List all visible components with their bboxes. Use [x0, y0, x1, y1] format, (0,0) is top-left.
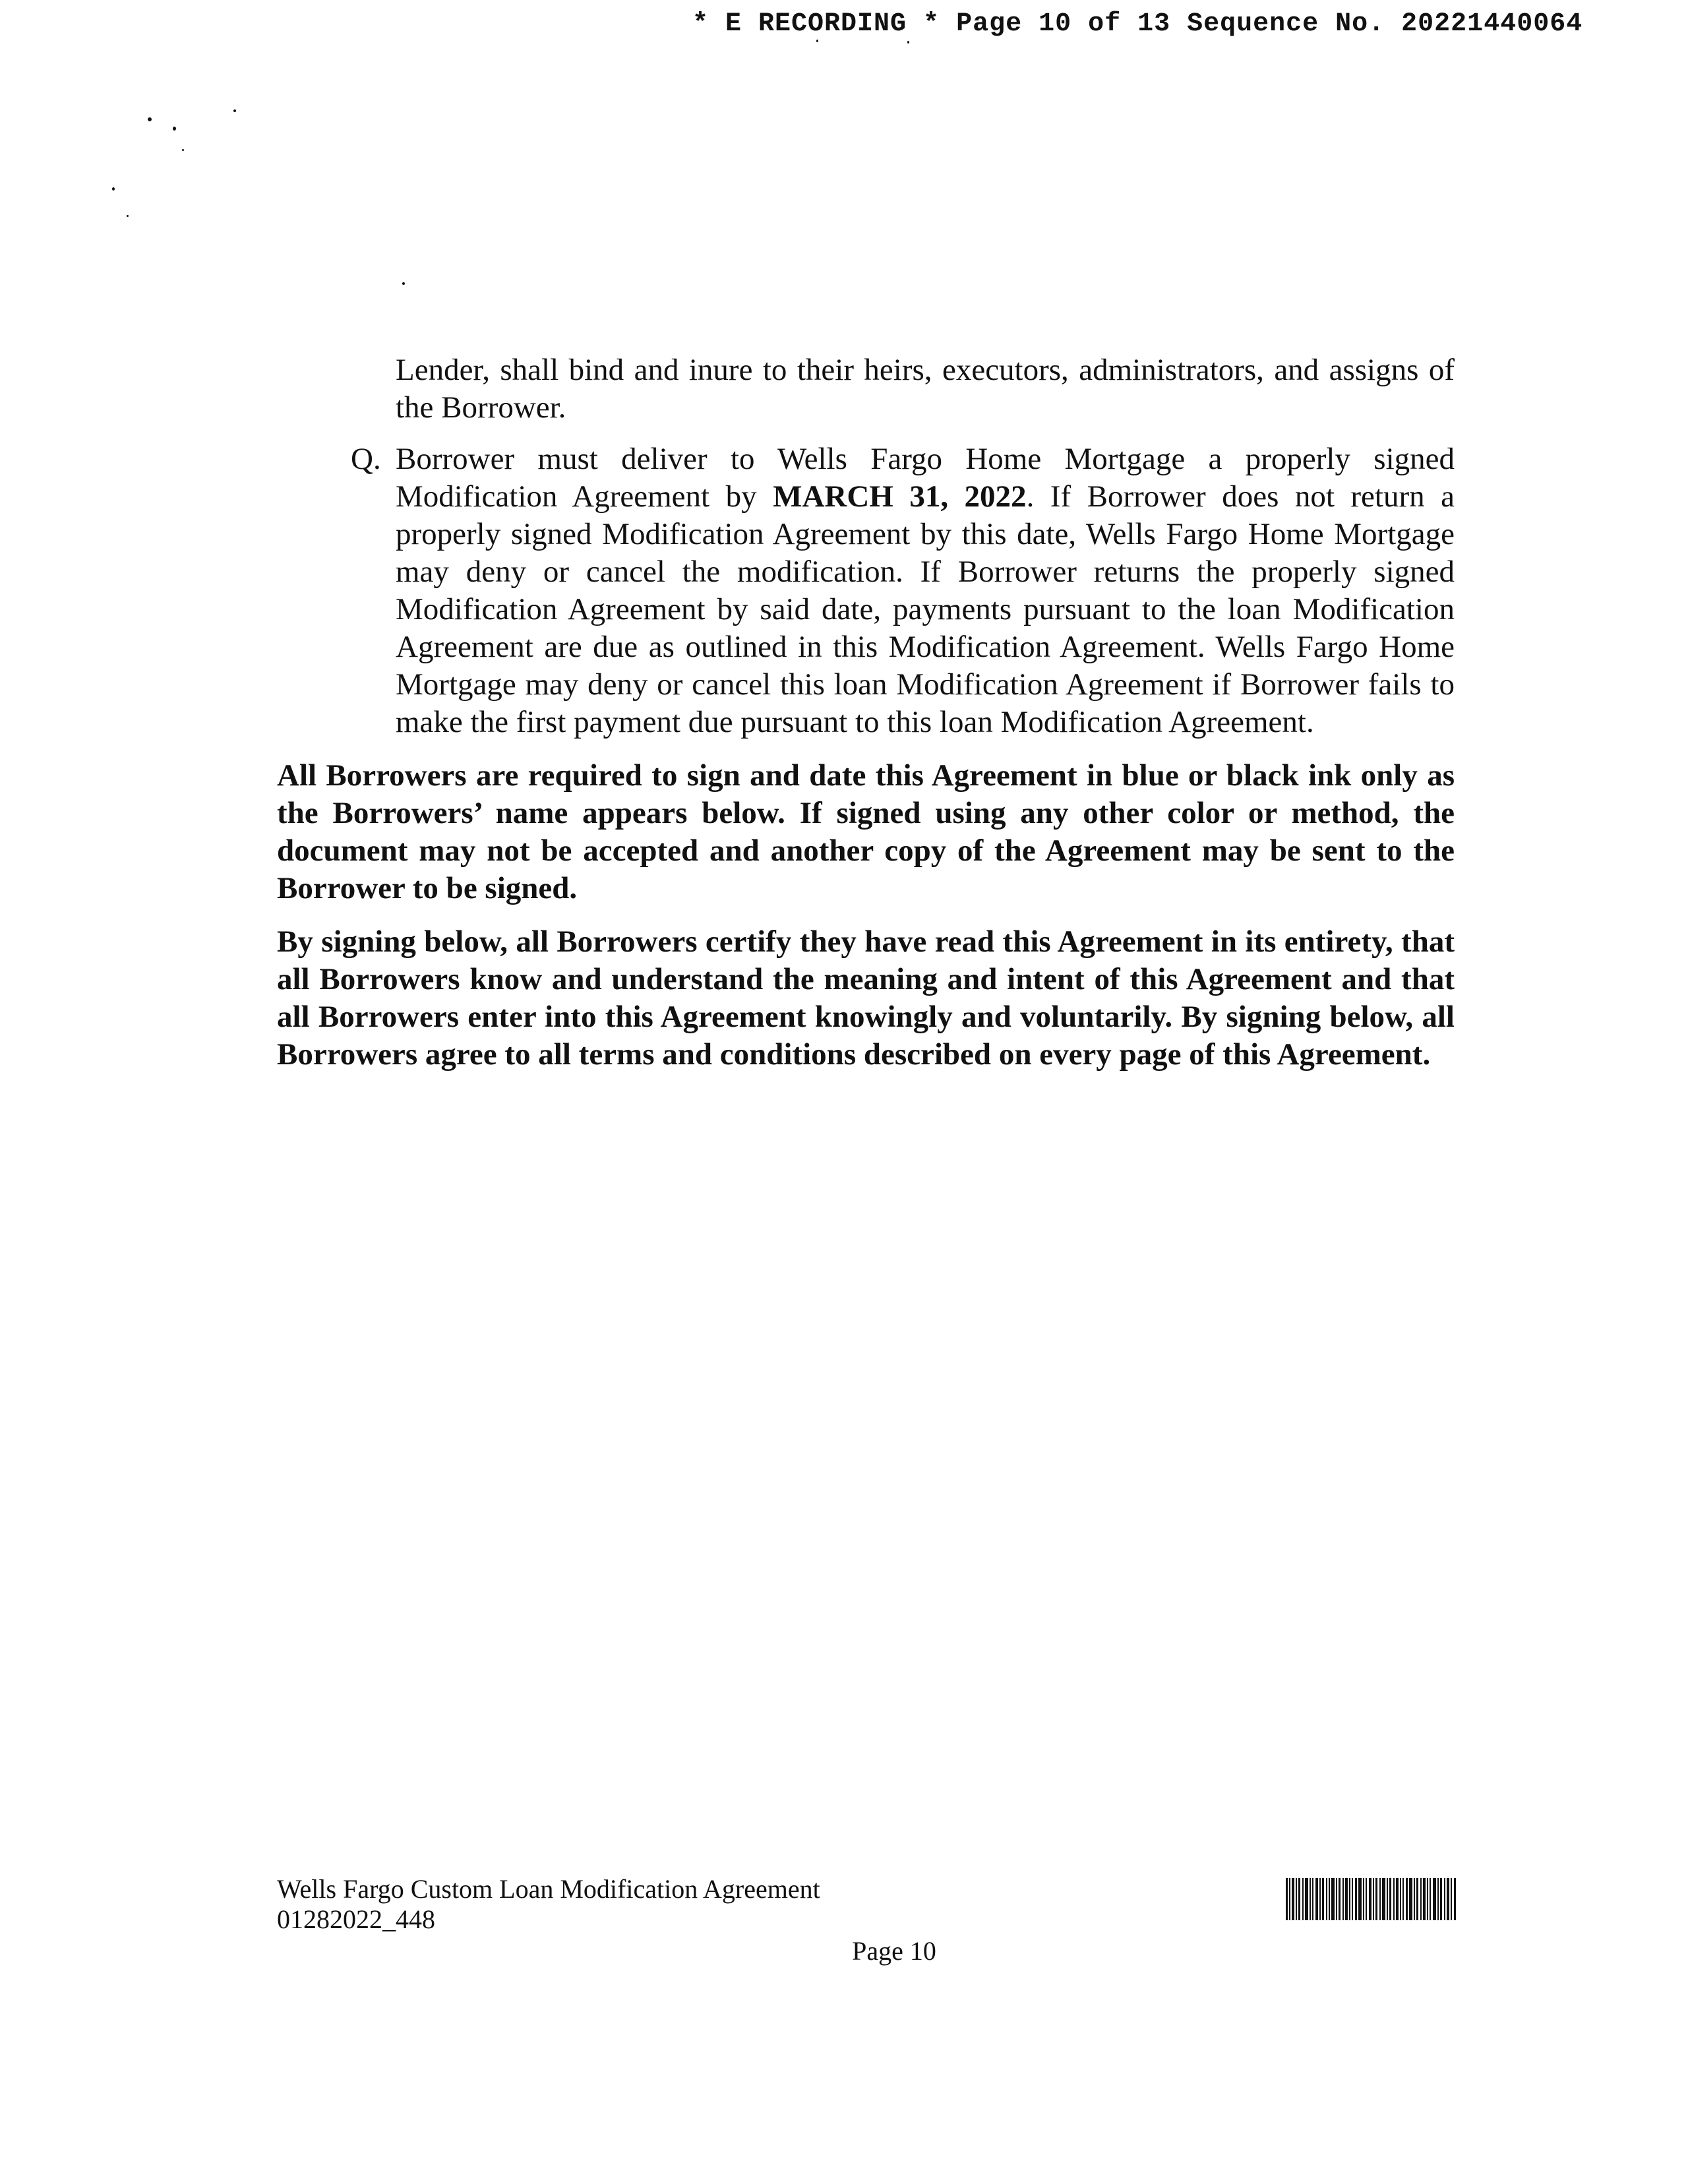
list-item-text-after: . If Borrower does not return a properly signed Modification Agreement by this date, Wells Fargo Home Mortgage may deny or cancel the modification. If Borrower returns the properly signed Modification Agreement by said date, payments pursuant to the loan Modification Agreement are due as outlined in this Modification Agreement. Wells Fargo Home Mortgage may deny or cancel this loan Modification Agreement if Borrower fails to make the first payment due pursuant to this loan Modification Agreement.	[396, 479, 1455, 739]
scan-speck	[233, 109, 236, 112]
scan-speck	[173, 127, 176, 131]
scan-speck	[112, 187, 115, 191]
list-item-text	[396, 440, 1455, 741]
page-number: Page 10	[852, 1936, 936, 1966]
list-item-q	[351, 440, 1455, 741]
continuation-paragraph: Lender, shall bind and inure to their heirs, executors, administrators, and assigns of the Borrower.	[396, 353, 1455, 425]
signing-notice: All Borrowers are required to sign and date this Agreement in blue or black ink only as the Borrowers’ name appears below. If signed using any other color or method, the document may not be accepted and another copy of the Agreement may be sent to the Borrower to be signed.	[277, 758, 1455, 905]
certification-notice: By signing below, all Borrowers certify they have read this Agreement in its entirety, that all Borrowers know and understand the meaning and intent of this Agreement and that all Borrowers enter into this Agreement knowingly and voluntarily. By signing below, all Borrowers agree to all terms and conditions described on every page of this Agreement.	[277, 925, 1455, 1072]
scan-speck	[148, 117, 152, 121]
deadline-date: MARCH 31, 2022	[773, 479, 1027, 514]
scan-speck	[816, 40, 818, 42]
recording-header: * E RECORDING * Page 10 of 13 Sequence No. 20221440064	[692, 9, 1583, 39]
scan-speck	[907, 41, 909, 44]
scan-speck	[402, 282, 405, 285]
footer-title: Wells Fargo Custom Loan Modification Agreement	[277, 1874, 820, 1904]
scan-speck	[182, 149, 184, 151]
list-item-letter: Q.	[351, 442, 381, 476]
scan-speck	[127, 215, 129, 217]
footer-code: 01282022_448	[277, 1904, 435, 1934]
barcode-icon	[1286, 1878, 1456, 1920]
list-item-text-before: Borrower must deliver to Wells Fargo Home Mortgage a properly signed Modification Agreement by	[396, 442, 1455, 514]
